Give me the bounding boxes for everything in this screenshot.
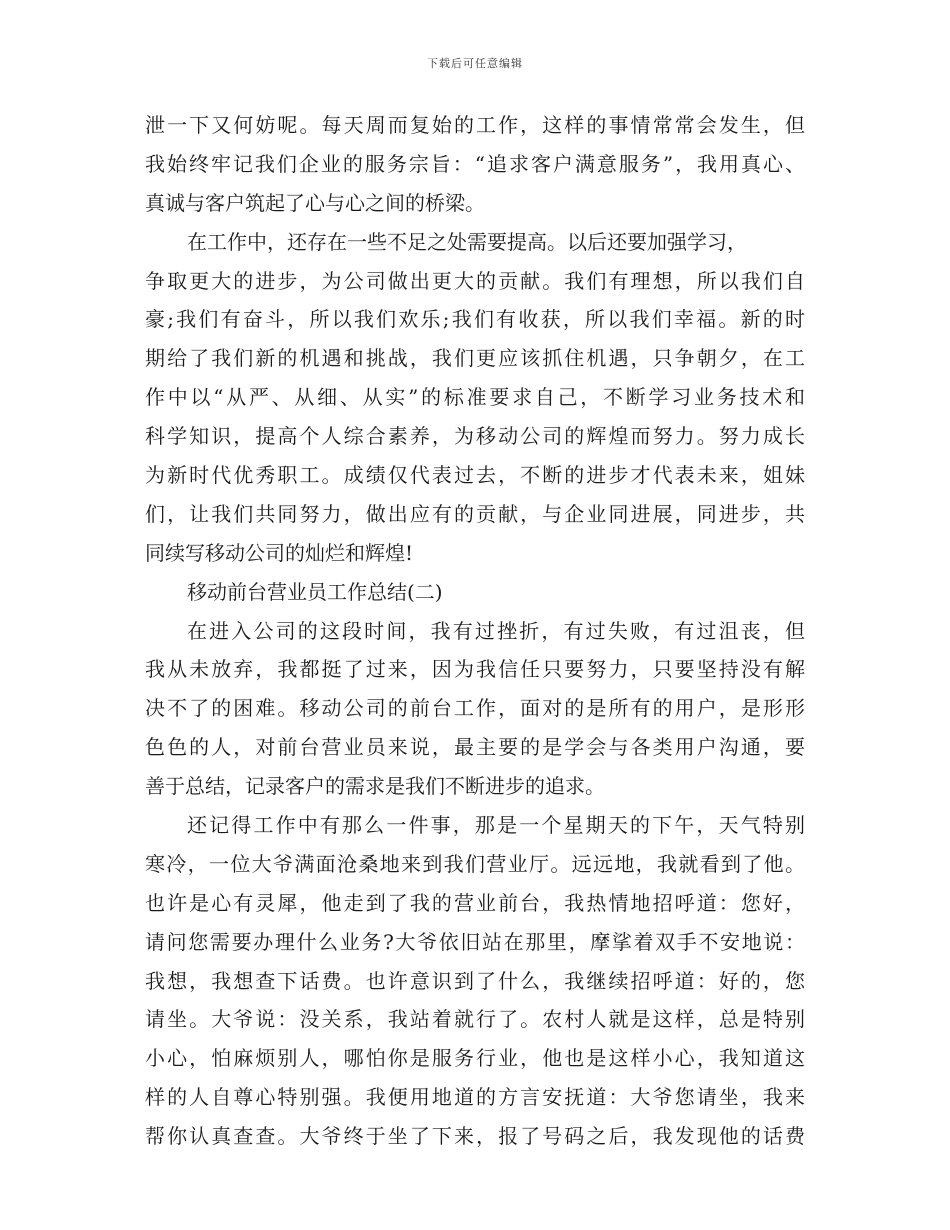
- text-line: 我想，我想查下话费。也许意识到了什么，我继续招呼道：好的，您: [145, 968, 805, 993]
- text-line: 决不了的困难。移动公司的前台工作，面对的是所有的用户，是形形: [145, 696, 805, 721]
- document-body: [145, 106, 805, 1156]
- text-line: 我从未放弃，我都挺了过来，因为我信任只要努力，只要坚持没有解: [145, 657, 805, 682]
- text-line: 真诚与客户筑起了心与心之间的桥梁。: [145, 190, 485, 215]
- text-line: 泄一下又何妨呢。每天周而复始的工作，这样的事情常常会发生，但: [145, 113, 805, 137]
- text-line: 为新时代优秀职工。成绩仅代表过去，不断的进步才代表未来，姐妹: [145, 463, 805, 488]
- text-line: 小心，怕麻烦别人，哪怕你是服务行业，他也是这样小心，我知道这: [145, 1046, 805, 1071]
- page-header: 下载后可任意编辑: [427, 57, 523, 70]
- text-line: 作中以“从严、从细、从实”的标准要求自己，不断学习业务技术和: [145, 385, 805, 410]
- text-line: 科学知识，提高个人综合素养，为移动公司的辉煌而努力。努力成长: [145, 424, 805, 449]
- text-line: 同续写移动公司的灿烂和辉煌!: [145, 540, 414, 565]
- text-line: 移动前台营业员工作总结(二): [187, 579, 443, 604]
- text-line: 在进入公司的这段时间，我有过挫折，有过失败，有过沮丧，但: [187, 618, 805, 643]
- text-line: 请问您需要办理什么业务?大爷依旧站在那里，摩挲着双手不安地说：: [145, 929, 805, 954]
- text-line: 争取更大的进步，为公司做出更大的贡献。我们有理想，所以我们自: [145, 268, 805, 293]
- text-line: 样的人自尊心特别强。我便用地道的方言安抚道：大爷您请坐，我来: [145, 1085, 805, 1110]
- text-line: 们，让我们共同努力，做出应有的贡献，与企业同进展，同进步，共: [145, 501, 805, 526]
- text-line: 色色的人，对前台营业员来说，最主要的是学会与各类用户沟通，要: [145, 735, 805, 760]
- text-line: 在工作中，还存在一些不足之处需要提高。以后还要加强学习，: [187, 229, 747, 254]
- text-line: 帮你认真查查。大爷终于坐了下来，报了号码之后，我发现他的话费: [145, 1124, 805, 1149]
- text-line: 我始终牢记我们企业的服务宗旨：“追求客户满意服务”，我用真心、: [145, 151, 805, 176]
- text-line: 期给了我们新的机遇和挑战，我们更应该抓住机遇，只争朝夕，在工: [145, 346, 805, 371]
- text-line: 寒冷，一位大爷满面沧桑地来到我们营业厅。远远地，我就看到了他。: [145, 851, 805, 876]
- text-line: 豪;我们有奋斗，所以我们欢乐;我们有收获，所以我们幸福。新的时: [145, 307, 805, 332]
- text-line: 善于总结，记录客户的需求是我们不断进步的追求。: [145, 774, 605, 799]
- text-line: 还记得工作中有那么一件事，那是一个星期天的下午，天气特别: [187, 813, 805, 838]
- text-line: 请坐。大爷说：没关系，我站着就行了。农村人就是这样，总是特别: [145, 1007, 805, 1032]
- text-line: 也许是心有灵犀，他走到了我的营业前台，我热情地招呼道：您好，: [145, 890, 805, 915]
